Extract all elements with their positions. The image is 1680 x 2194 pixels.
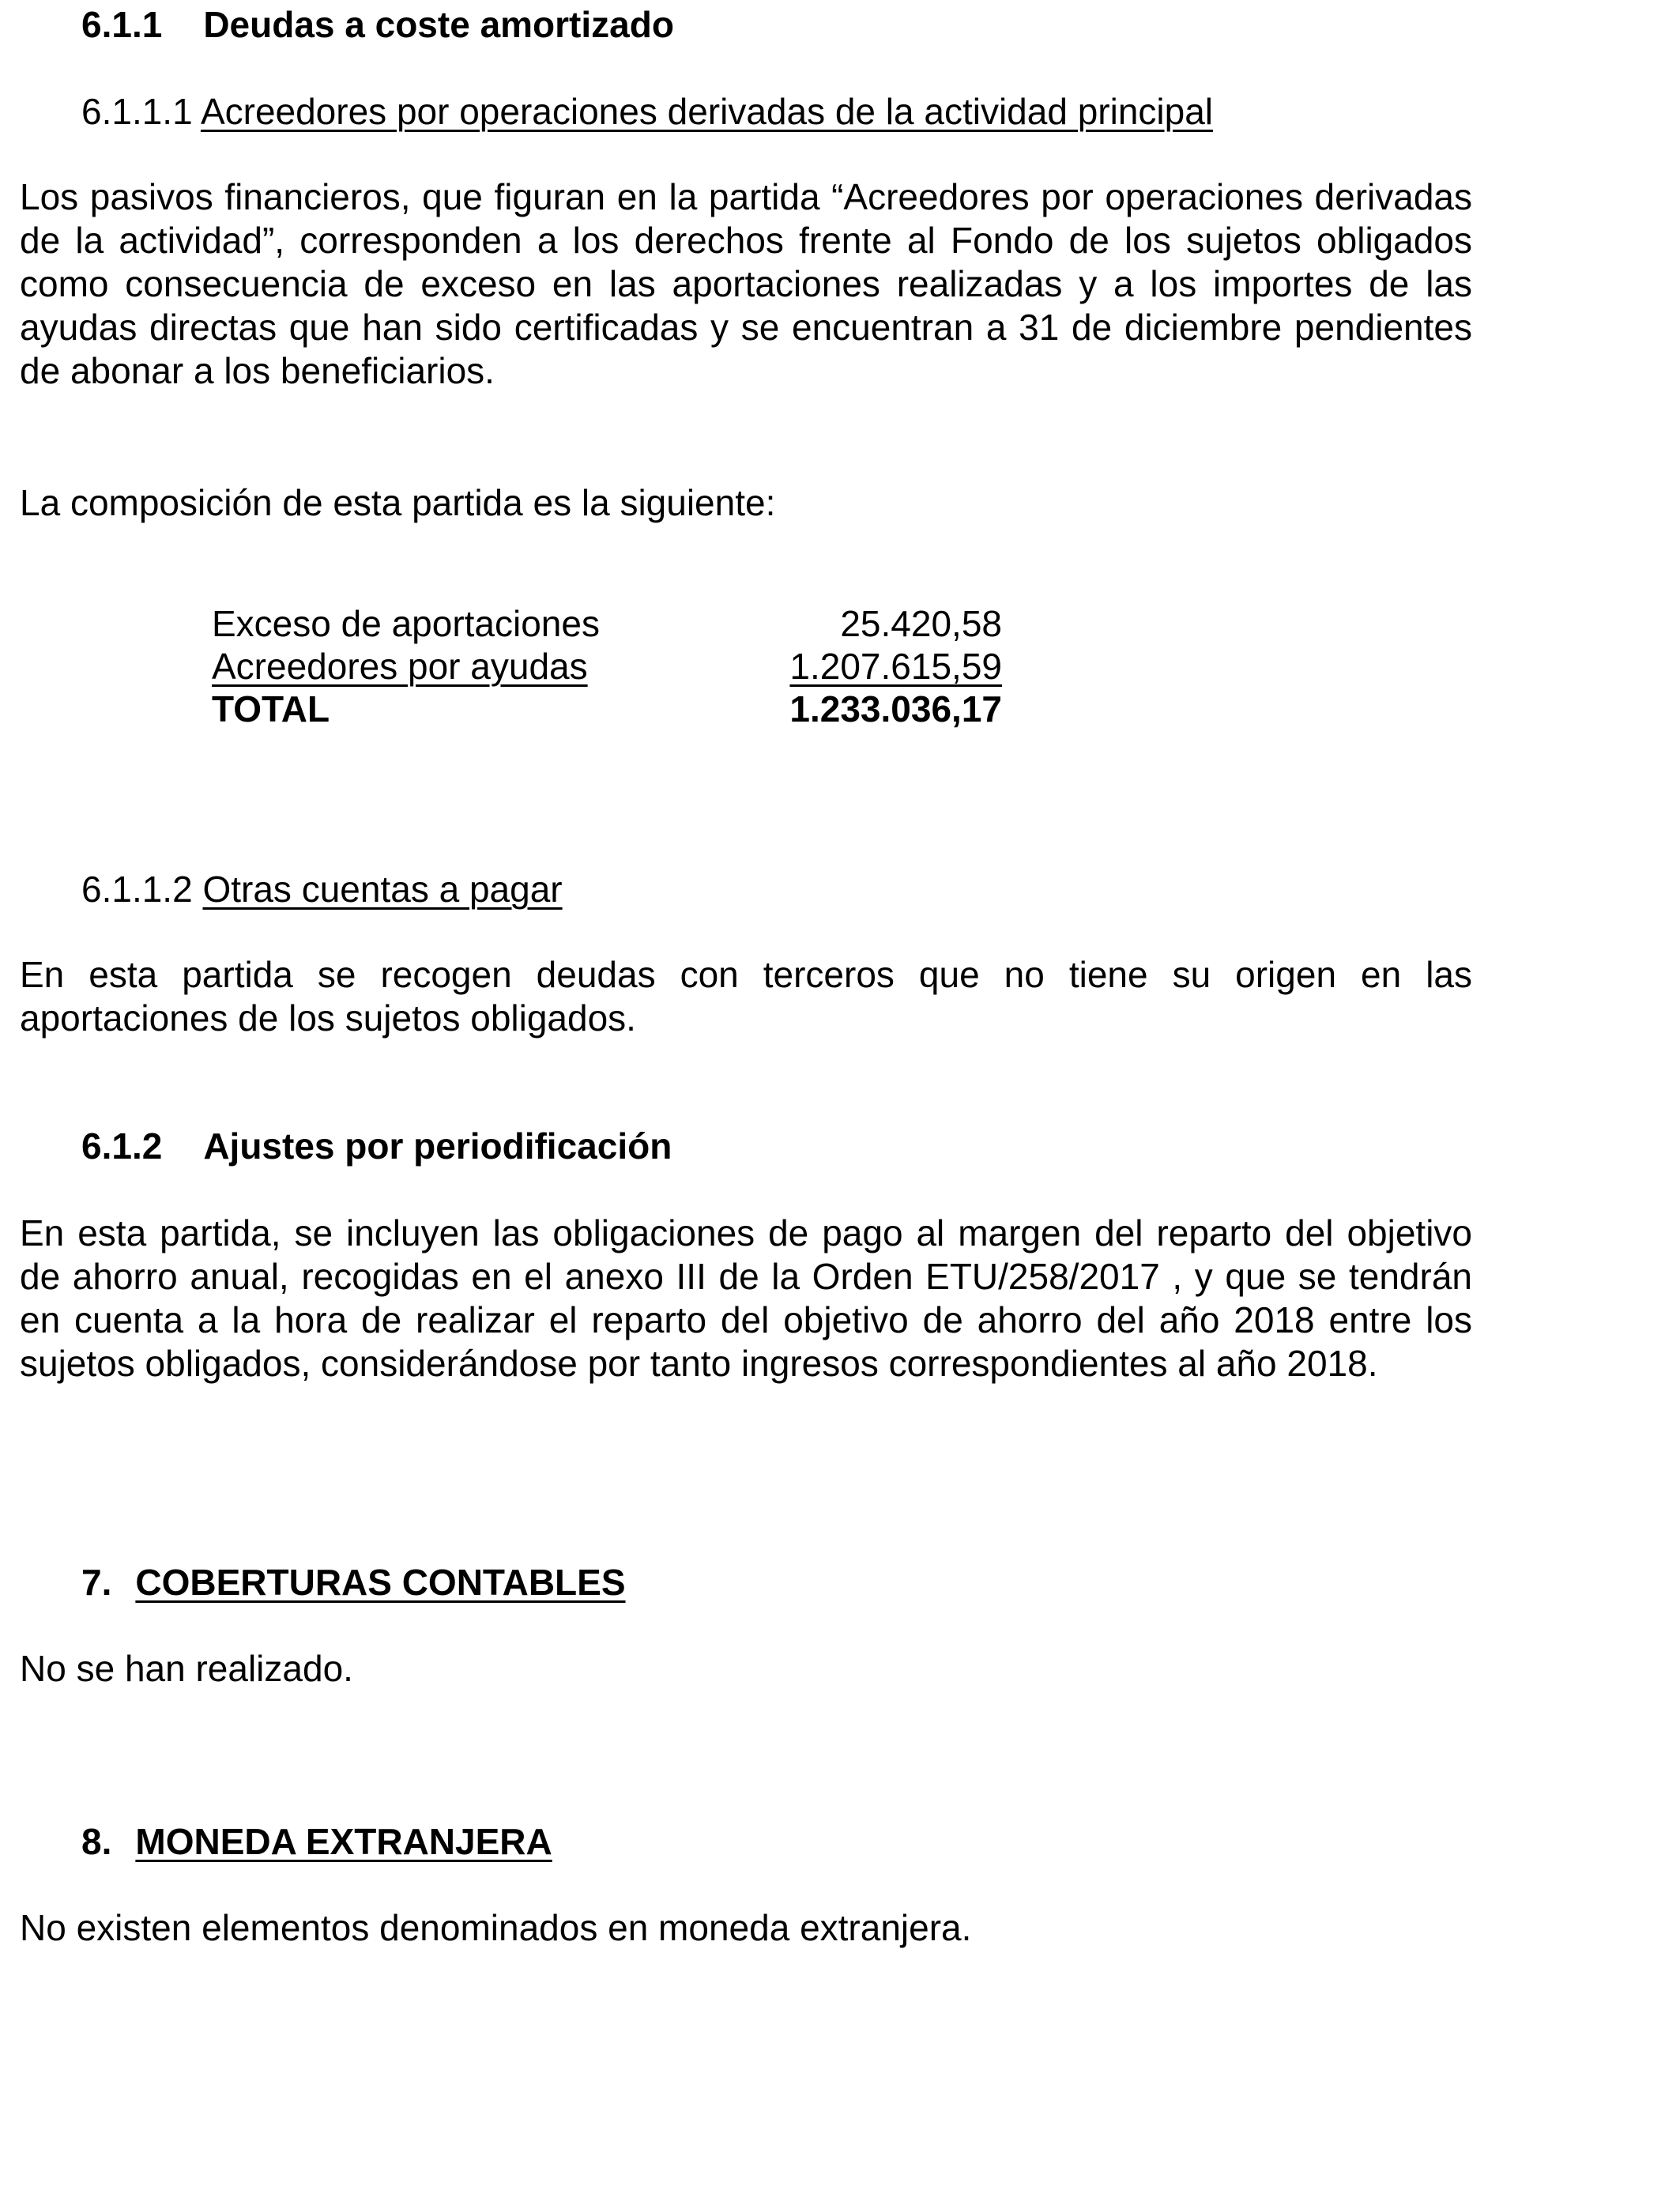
heading-6-1-2 (81, 1125, 672, 1167)
heading-6-1-1-2 (81, 868, 563, 910)
heading-title: Ajustes por periodificación (203, 1125, 672, 1167)
table-row (212, 602, 1002, 645)
table-cell-value: 1.207.615,59 (789, 646, 1002, 687)
heading-title: COBERTURAS CONTABLES (135, 1562, 626, 1603)
heading-number: 7. (81, 1562, 112, 1603)
heading-number: 6.1.1.1 (81, 91, 193, 132)
heading-title: MONEDA EXTRANJERA (135, 1821, 552, 1862)
paragraph-acreedores: Los pasivos financieros, que figuran en la partida “Acreedores por operaciones derivadas de la actividad”, corresponden a los derechos frente al Fondo de los sujetos obligados como consecuencia de exceso en las aportaciones realizadas y a los importes de las ayudas directas que han sido certificadas y se encuentran a 31 de diciembre pendientes de abonar a los beneficiarios. (20, 176, 1472, 391)
table-total-value: 1.233.036,17 (789, 688, 1002, 729)
table-total-label: TOTAL (212, 688, 330, 729)
heading-title: Deudas a coste amortizado (203, 4, 674, 45)
paragraph-composition-intro: La composición de esta partida es la siguiente: (20, 482, 776, 523)
heading-number: 6.1.1.2 (81, 869, 193, 910)
table-cell-value: 25.420,58 (840, 603, 1002, 644)
paragraph-ajustes: En esta partida, se incluyen las obligaciones de pago al margen del reparto del objetivo de ahorro anual, recogidas en el anexo III de la Orden ETU/258/2017 , y que se tendrán en cuenta a la hora de realizar el reparto del objetivo de ahorro del año 2018 entre los sujetos obligados, considerándose por tanto ingresos correspondientes al año 2018. (20, 1212, 1472, 1384)
heading-title: Acreedores por operaciones derivadas de la actividad principal (200, 91, 1214, 132)
paragraph-coberturas: No se han realizado. (20, 1648, 353, 1689)
heading-number: 6.1.2 (81, 1125, 163, 1167)
heading-6-1-1-1 (81, 90, 1213, 133)
composition-table (212, 602, 1002, 730)
table-cell-label: Exceso de aportaciones (212, 603, 600, 644)
heading-7 (81, 1561, 626, 1604)
table-total-row (212, 688, 1002, 730)
heading-number: 6.1.1 (81, 4, 163, 45)
table-row (212, 645, 1002, 688)
table-cell-label: Acreedores por ayudas (212, 646, 588, 687)
heading-number: 8. (81, 1821, 112, 1862)
paragraph-otras-cuentas: En esta partida se recogen deudas con terceros que no tiene su origen en las aportaciones de los sujetos obligados. (20, 954, 1472, 1039)
heading-8 (81, 1820, 552, 1863)
heading-6-1-1 (81, 3, 674, 46)
paragraph-moneda: No existen elementos denominados en moneda extranjera. (20, 1907, 972, 1948)
heading-title: Otras cuentas a pagar (202, 869, 563, 910)
